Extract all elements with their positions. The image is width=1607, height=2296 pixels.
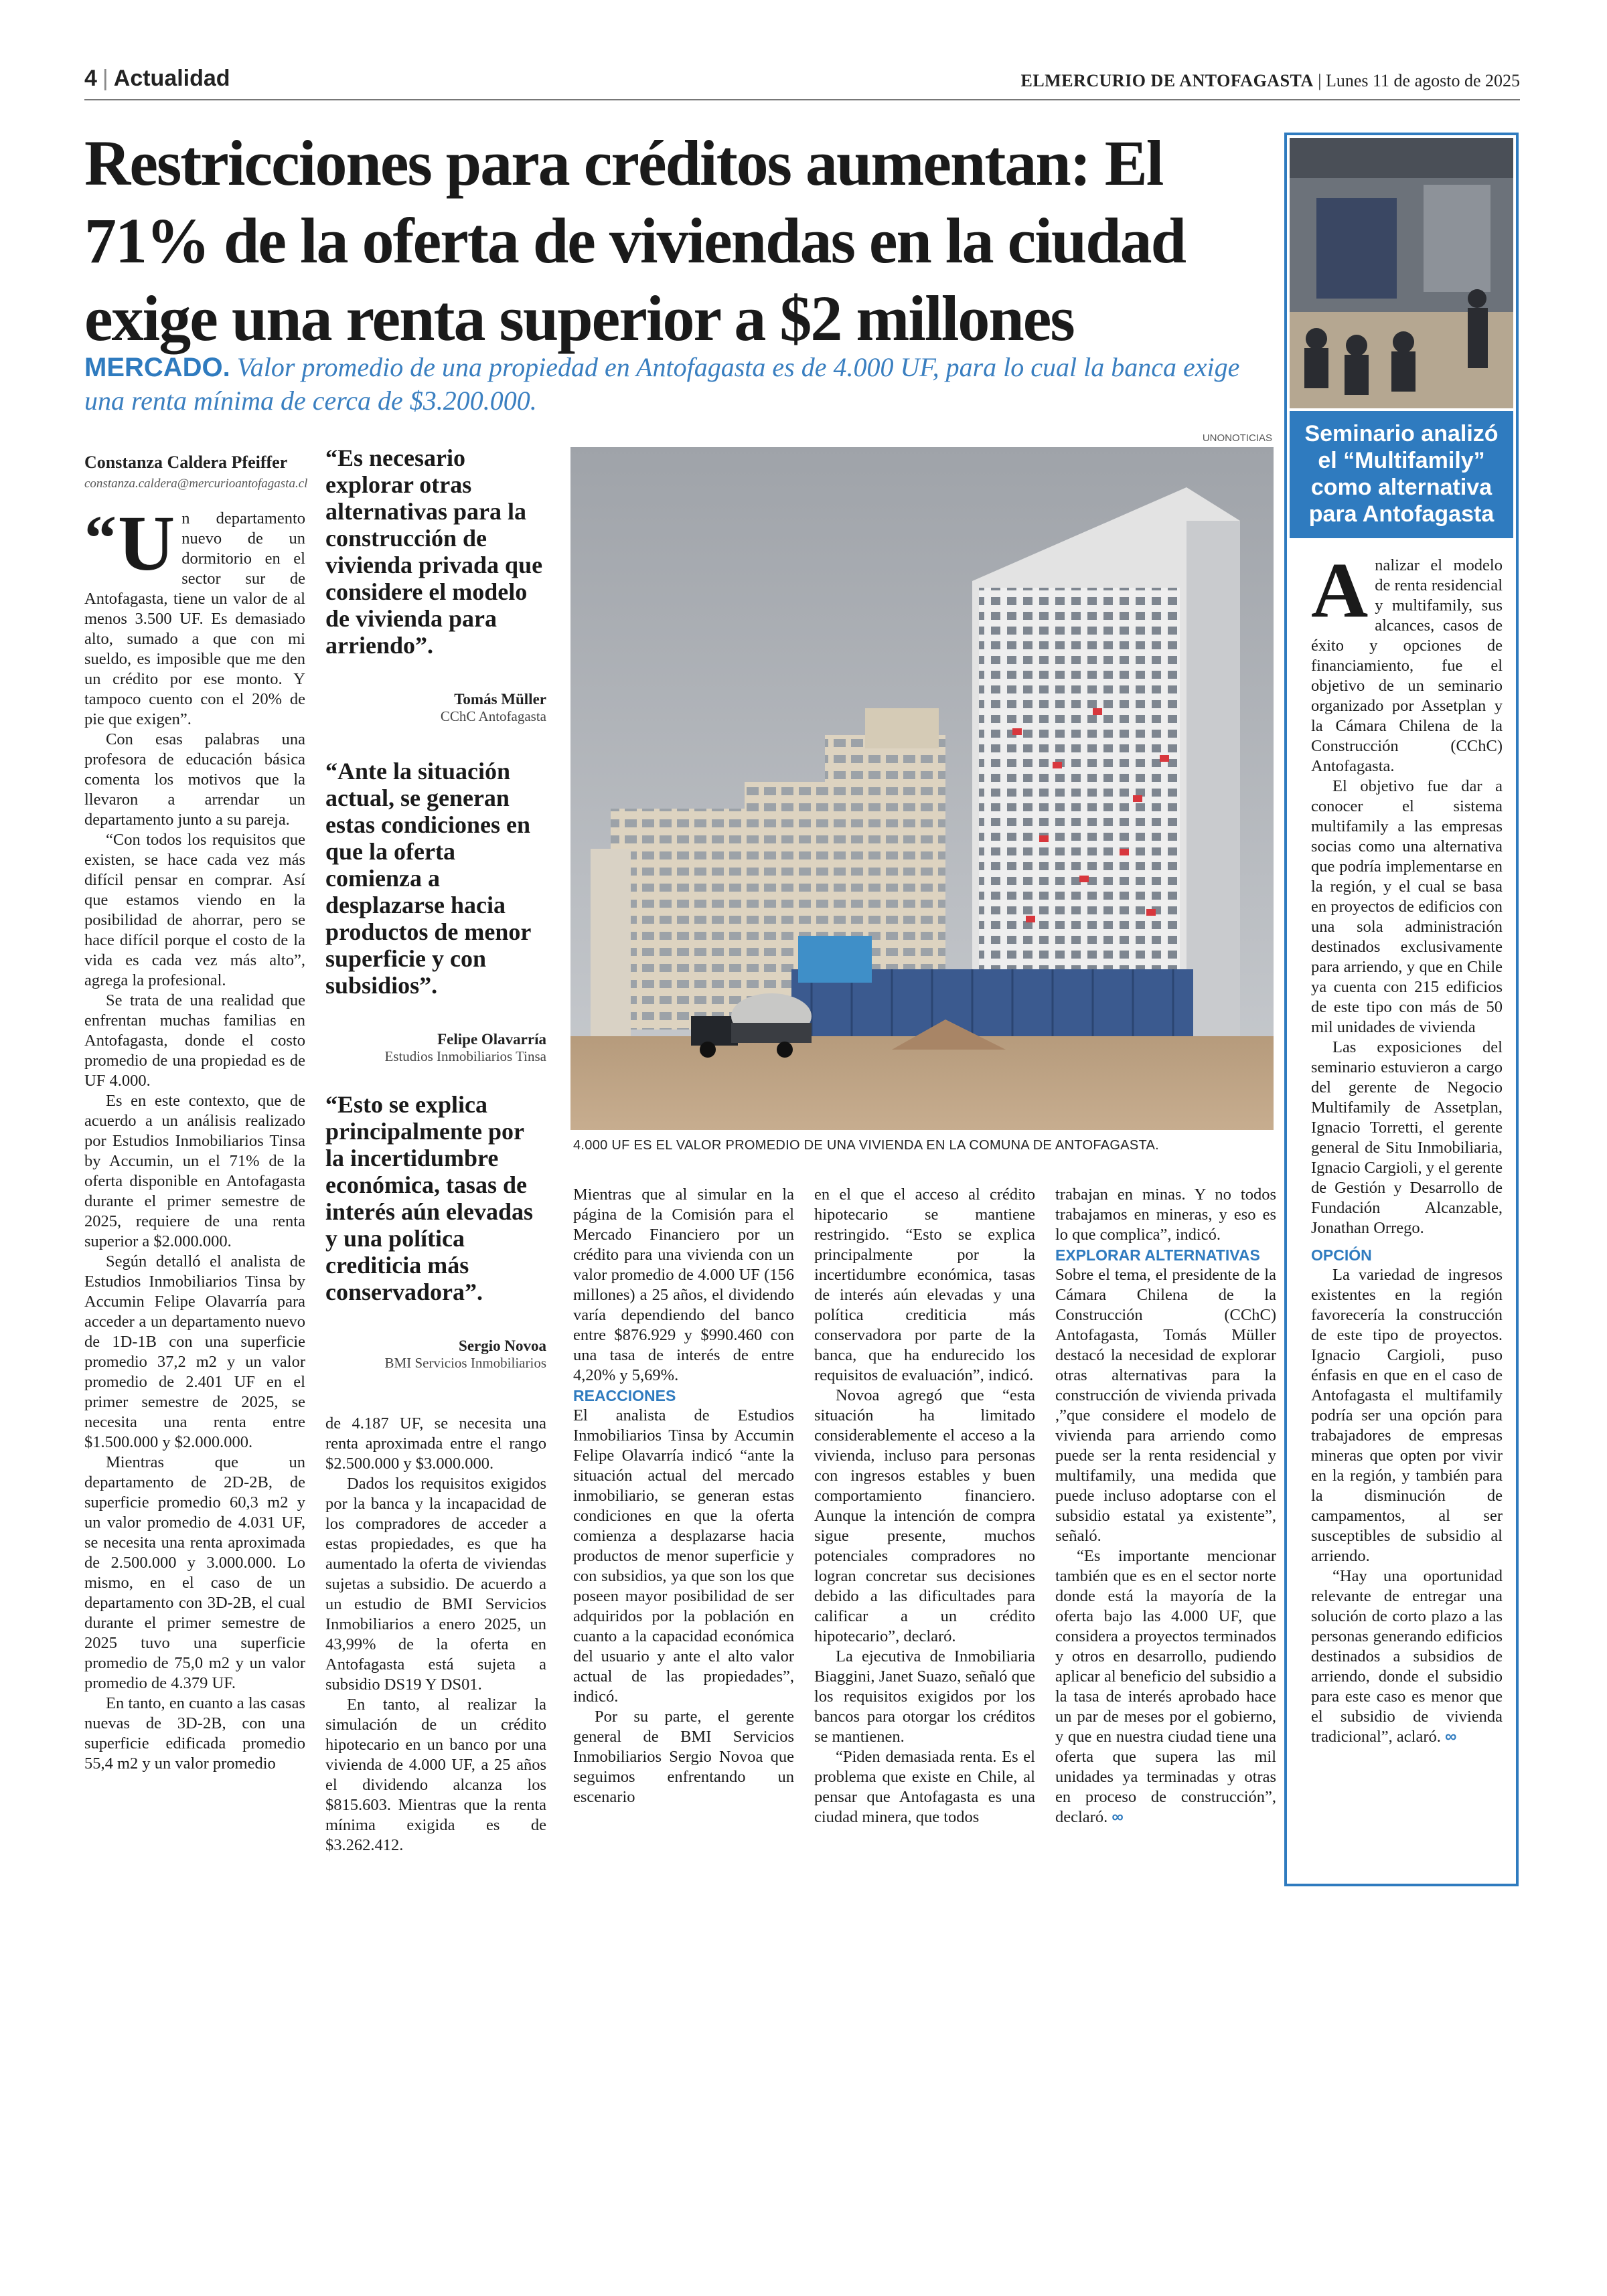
quote-text: “Ante la situación actual, se generan estas condiciones en que la oferta comienza a desplazarse hacia productos de menor superficie y con subsidios”. bbox=[325, 758, 531, 999]
article-column-1 bbox=[84, 499, 305, 1774]
header-rule bbox=[84, 99, 1520, 100]
paragraph: Las exposiciones del seminario estuvieron a cargo del gerente de Negocio Multifamily de Assetplan, Ignacio Torretti, el gerente general de Situ Inmobiliaria, Ignacio Cargioli, y el gerente de Gestión y Desarrollo de Fundación Alcanzable, Jonathan Orrego. bbox=[1311, 1038, 1503, 1237]
section-name: Actualidad bbox=[113, 66, 230, 91]
paragraph: Dados los requisitos exigidos por la banca y la incapacidad de los compradores de acceder a estas propiedades, es que ha aumentado la oferta de viviendas sujetas a subsidio. De acuerdo a un estudio de BMI Servicios Inmobiliarios a enero 2025, un 43,99% de la oferta en Antofagasta está sujeta a subsidio DS19 Y DS01. bbox=[325, 1475, 546, 1694]
paragraph: Novoa agregó que “esta situación ha limitado considerablemente el acceso a la vivienda, incluso para personas con ingresos estables y buen comportamiento financiero. Aunque la intención de compra sigue presente, muchos potenciales compradores no logran concretar sus decisiones debido a las dificultades para calificar a un crédito hipotecario”, declaró. bbox=[814, 1386, 1035, 1645]
paragraph: La ejecutiva de Inmobiliaria Biaggini, Janet Suazo, señaló que los requisitos exigidos por los bancos para otorgar los créditos se mantienen. bbox=[814, 1647, 1035, 1746]
article-column-2 bbox=[325, 1414, 546, 1856]
sidebar-headline: Seminario analizó el “Multifamily” como alternativa para Antofagasta bbox=[1290, 411, 1513, 538]
paragraph: El analista de Estudios Inmobiliarios Tinsa by Accumin Felipe Olavarría indicó “ante la situación actual del mercado inmobiliario, se generan estas condiciones en que la oferta comienza a desplazarse hacia productos de menor superficie y con subsidios, ya que son los que poseen mayor posibilidad de ser adquiridos por la población en cuanto a la capacidad económica del usuario y ante el alto valor actual de las propiedades”, indicó. bbox=[573, 1406, 794, 1706]
paragraph: Analizar el modelo de renta residencial y multifamily, sus alcances, casos de éxito y opciones de financiamiento, fue el objetivo de un seminario organizado por Assetplan y la Cámara Chilena de la Construcción (CChC) Antofagasta. bbox=[1311, 546, 1503, 775]
quote-organization: BMI Servicios Inmobiliarios bbox=[384, 1355, 546, 1371]
paragraph: en el que el acceso al crédito hipotecario se mantiene restringido. “Esto se explica principalmente por la incertidumbre económica, tasas de interés aún elevadas y una política crediticia más conservadora por parte de la banca, que ha endurecido los requisitos de evaluación”, indicó. bbox=[814, 1185, 1035, 1384]
paragraph: “Con todos los requisitos que existen, se hace cada vez más difícil pensar en comprar. Así que estamos viendo en la posibilidad de ahorrar, pero se hace difícil porque el costo de la vida es cada vez más alto”, agrega la profesional. bbox=[84, 831, 305, 989]
paragraph: “ U n departamento nuevo de un dormitorio en el sector sur de Antofagasta, tiene un valor de al menos 3.500 UF. Es demasiado alto, sumado a que con mi sueldo, es imposible que me den un crédito por ese monto. Y tampoco cuento con el 20% de pie que exigen”. bbox=[84, 499, 305, 728]
dropcap: U bbox=[118, 499, 175, 587]
quote-author: Sergio Novoa bbox=[459, 1337, 546, 1354]
publication-name: ELMERCURIO DE ANTOFAGASTA bbox=[1020, 71, 1314, 90]
paragraph: Con esas palabras una profesora de educación básica comenta los motivos que la llevaron a arrendar un departamento junto a su pareja. bbox=[84, 730, 305, 829]
dek-kicker: MERCADO. bbox=[84, 353, 230, 382]
paragraph: En tanto, en cuanto a las casas nuevas de 3D-2B, con una superficie edificada promedio 55,4 m2 y un valor promedio bbox=[84, 1694, 305, 1773]
article-dek bbox=[84, 351, 1263, 418]
quote-organization: CChC Antofagasta bbox=[440, 708, 546, 724]
article-headline: Restricciones para créditos aumentan: El 71% de la oferta de viviendas en la ciudad exige una renta superior a $2 millones bbox=[84, 127, 1186, 354]
dek-text: Valor promedio de una propiedad en Antofagasta es de 4.000 UF, para lo cual la banca exige una renta mínima de cerca de $3.200.000. bbox=[84, 352, 1240, 416]
pull-quote-2 bbox=[325, 758, 546, 1065]
pull-quote-3 bbox=[325, 1091, 546, 1372]
dropcap: A bbox=[1311, 546, 1369, 634]
page-number: 4 bbox=[84, 66, 97, 91]
page-header-right: ELMERCURIO DE ANTOFAGASTA | Lunes 11 de agosto de 2025 bbox=[1020, 71, 1520, 90]
main-photo bbox=[570, 447, 1274, 1130]
sidebar-body bbox=[1311, 546, 1503, 1747]
subheading: REACCIONES bbox=[573, 1387, 676, 1404]
end-mark-icon: ∞ bbox=[1112, 1808, 1124, 1826]
paragraph: Según detalló el analista de Estudios Inmobiliarios Tinsa by Accumin Felipe Olavarría para acceder a un departamento nuevo de 1D-1B con una superficie promedio 37,2 m2 y un valor promedio de 2.401 UF en el primer semestre de 2025, se necesita una renta entre $1.500.000 y $2.000.000. bbox=[84, 1252, 305, 1451]
paragraph: Sobre el tema, el presidente de la Cámara Chilena de la Construcción (CChC) Antofagasta, Tomás Müller destacó la necesidad de explorar otras alternativas para la construcción de vivienda privada ,”que considere el modelo de vivienda para arriendo como puede ser la renta residencial y multifamily, una medida que puede incluso adoptarse con el subsidio estatal ya existente”, señaló. bbox=[1055, 1266, 1276, 1545]
byline: Constanza Caldera Pfeiffer bbox=[84, 453, 288, 472]
publication-date: Lunes 11 de agosto de 2025 bbox=[1325, 71, 1520, 90]
subheading: EXPLORAR ALTERNATIVAS bbox=[1055, 1246, 1260, 1264]
pull-quote-1 bbox=[325, 444, 546, 725]
article-column-4 bbox=[814, 1185, 1035, 1827]
paragraph: “Hay una oportunidad relevante de entregar una solución de corto plazo a las personas generando edificios destinados a subsidios de arriendo, donde el subsidio para este caso es menor que el subsidio de vivienda tradicional”, aclaró. ∞ bbox=[1311, 1567, 1503, 1746]
paragraph: de 4.187 UF, se necesita una renta aproximada entre el rango $2.500.000 y $3.000.000. bbox=[325, 1414, 546, 1473]
paragraph: trabajan en minas. Y no todos trabajamos en mineras, y eso es lo que complica”, indicó. bbox=[1055, 1185, 1276, 1244]
paragraph: El objetivo fue dar a conocer el sistema multifamily a las empresas socias como una alternativa que podría implementarse en la región, y el cual se basa en proyectos de edificios con una sola administración destinados exclusivamente para arriendo, y que en Chile ya cuenta con 215 edificios de este tipo con más de 50 mil unidades de vivienda bbox=[1311, 777, 1503, 1036]
photo-credit: UNONOTICIAS bbox=[1202, 432, 1272, 444]
article-column-3 bbox=[573, 1185, 794, 1807]
end-mark-icon: ∞ bbox=[1444, 1728, 1457, 1746]
paragraph: En tanto, al realizar la simulación de un crédito hipotecario en un banco por una vivienda de 4.000 UF, a 25 años el dividendo alcanza los $815.603. Mientras que la renta mínima exigida es de $3.262.412. bbox=[325, 1696, 546, 1854]
paragraph: Mientras que al simular en la página de la Comisión para el Mercado Financiero por un crédito para una vivienda con un valor promedio de 4.000 UF (156 millones) a 25 años, el dividendo varía dependiendo del banco entre $876.929 y $990.460 con una tasa de interés de entre 4,20% y 5,69%. bbox=[573, 1185, 794, 1384]
paragraph: “Es importante mencionar también que es en el sector norte donde está la mayoría de la oferta bajo las 4.000 UF, que considera a proyectos terminados y otros en desarrollo, pudiendo aplicar al beneficio del subsidio a la tasa de interés aprobado hace un par de meses por el gobierno, y que en nuestra ciudad tiene una oferta que supera las mil unidades ya terminadas y otras en proceso de construcción”, declaró. ∞ bbox=[1055, 1547, 1276, 1826]
quote-text: “Esto se explica principalmente por la incertidumbre económica, tasas de interés aún elevadas y una política crediticia más conservadora”. bbox=[325, 1091, 533, 1305]
paragraph: Mientras que un departamento de 2D-2B, de superficie promedio 60,3 m2 y un valor promedio de 4.031 UF, se necesita una renta aproximada de 2.500.000 y 3.000.000. Lo mismo, en el caso de un departamento con 3D-2B, el cual durante el primer semestre de 2025 tuvo una superficie promedio de 75,0 m2 y un valor promedio de 4.379 UF. bbox=[84, 1453, 305, 1692]
paragraph: Es en este contexto, que de acuerdo a un análisis realizado por Estudios Inmobiliarios Tinsa by Accumin, un el 71% de la oferta disponible en Antofagasta durante el primer semestre de 2025, requiere de una renta superior a $2.000.000. bbox=[84, 1092, 305, 1250]
building-photo-illustration bbox=[570, 447, 1274, 1130]
quote-author: Tomás Müller bbox=[454, 691, 546, 708]
page-header-left: 4 | Actualidad bbox=[84, 66, 230, 91]
article-column-5 bbox=[1055, 1185, 1276, 1827]
quote-text: “Es necesario explorar otras alternativas para la construcción de vivienda privada que considere el modelo de vivienda para arriendo”. bbox=[325, 444, 543, 659]
paragraph: La variedad de ingresos existentes en la región favorecería la construcción de este tipo de proyectos. Ignacio Cargioli, puso énfasis en que en el caso de Antofagasta el multifamily podría ser una opción para trabajadores de empresas mineras que opten por vivir en la región, y también para la disminución de campamentos, al ser susceptibles de subsidio al arriendo. bbox=[1311, 1266, 1503, 1565]
sidebar-photo bbox=[1290, 138, 1513, 408]
seminar-photo-illustration bbox=[1290, 138, 1513, 408]
paragraph: Por su parte, el gerente general de BMI Servicios Inmobiliarios Sergio Novoa que seguimos enfrentando un escenario bbox=[573, 1708, 794, 1806]
paragraph: “Piden demasiada renta. Es el problema que existe en Chile, al pensar que Antofagasta es una ciudad minera, que todos bbox=[814, 1748, 1035, 1826]
photo-caption: 4.000 UF ES EL VALOR PROMEDIO DE UNA VIVIENDA EN LA COMUNA DE ANTOFAGASTA. bbox=[573, 1138, 1160, 1153]
quote-organization: Estudios Inmobiliarios Tinsa bbox=[384, 1048, 546, 1064]
quote-author: Felipe Olavarría bbox=[437, 1031, 546, 1048]
subheading: OPCIÓN bbox=[1311, 1246, 1372, 1264]
paragraph: Se trata de una realidad que enfrentan muchas familias en Antofagasta, donde el costo promedio de una propiedad es de UF 4.000. bbox=[84, 991, 305, 1090]
author-email: constanza.caldera@mercurioantofagasta.cl bbox=[84, 477, 308, 491]
